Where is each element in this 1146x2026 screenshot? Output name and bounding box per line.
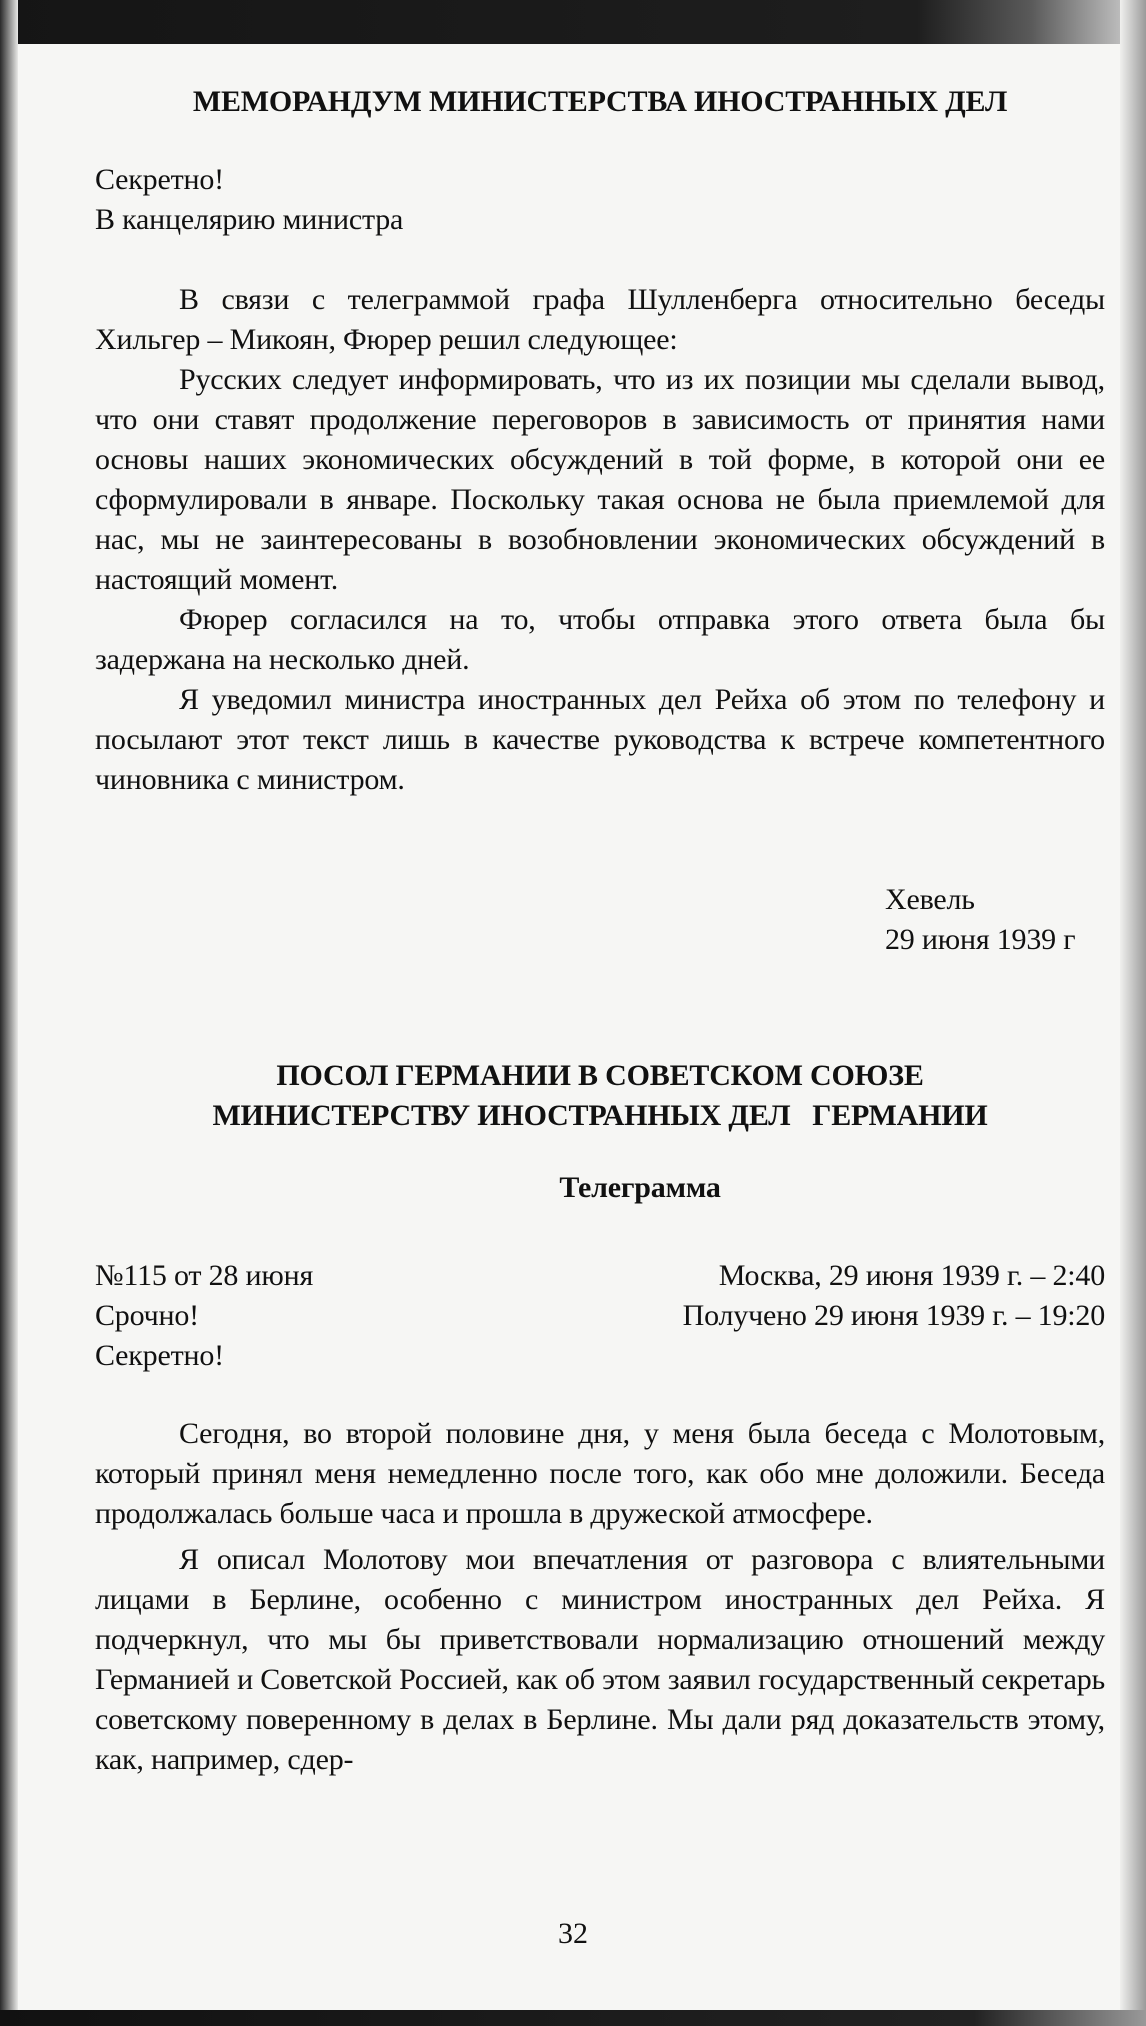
memo-signature: Хевель xyxy=(885,883,975,916)
telegram-doc-type: Телеграмма xyxy=(559,1171,721,1204)
scan-edge-left xyxy=(0,0,18,2026)
memo-paragraph: Русских следует информировать, что из их позиции мы сделали вывод, что они ставят продолжение переговоров в зависимость от принятия нами основы наших экономических обсуждений в той форме, в которой они ее сформулировали в январе. Поскольку такая основа не была приемлемой для нас, мы не заинтересованы в возобновлении экономических обсуждений в настоящий момент. xyxy=(95,363,1105,596)
telegram-paragraph: Сегодня, во второй половине дня, у меня была беседа с Молотовым, который принял меня немедленно после того, как обо мне доложили. Беседа продолжалась больше часа и прошла в дружеской атмосфере. xyxy=(95,1417,1105,1530)
telegram-sent: Москва, 29 июня 1939 г. – 2:40 xyxy=(718,1259,1105,1292)
telegram-urgency: Срочно! xyxy=(95,1299,199,1332)
telegram-number: №115 от 28 июня xyxy=(95,1259,314,1292)
scan-edge-bottom xyxy=(0,2010,1146,2026)
memo-paragraph: Я уведомил министра иностранных дел Рейха об этом по телефону и посылают этот текст лишь в качестве руководства к встрече компетентного чиновника с министром. xyxy=(95,683,1105,796)
telegram-paragraph: Я описал Молотову мои впечатления от разговора с влиятельными лицами в Берлине, особенно с министром иностранных дел Рейха. Я подчеркнул, что мы бы приветствовали нормализацию отношений между Германией и Советской Россией, как об этом заявил государственный секретарь советскому поверенному в делах в Берлине. Мы дали ряд доказательств этому, как, например, сдер- xyxy=(95,1543,1105,1776)
telegram-title-line2: МИНИСТЕРСТВУ ИНОСТРАННЫХ ДЕЛ ГЕРМАНИИ xyxy=(212,1099,988,1132)
telegram-header-row xyxy=(95,1256,1105,1296)
telegram-section xyxy=(95,1056,1105,1780)
memo-recipient: В канцелярию министра xyxy=(95,203,404,236)
memo-paragraph: В связи с телеграммой графа Шулленберга относительно беседы Хильгер – Микоян, Фюрер решил следующее: xyxy=(95,283,1105,356)
page-number: 32 xyxy=(558,1917,588,1950)
memorandum-section xyxy=(95,82,1105,960)
telegram-title-line1: ПОСОЛ ГЕРМАНИИ В СОВЕТСКОМ СОЮЗЕ xyxy=(276,1059,924,1092)
memo-paragraph: Фюрер согласился на то, чтобы отправка этого ответа была бы задержана на несколько дней. xyxy=(95,603,1105,676)
memo-date: 29 июня 1939 г xyxy=(885,923,1076,956)
scan-edge-top xyxy=(0,0,1146,44)
telegram-classification: Секретно! xyxy=(95,1339,224,1372)
page-content xyxy=(95,82,1105,1780)
telegram-header-row xyxy=(95,1296,1105,1336)
memo-classification: Секретно! xyxy=(95,163,224,196)
telegram-received: Получено 29 июня 1939 г. – 19:20 xyxy=(682,1299,1105,1332)
memo-title: МЕМОРАНДУМ МИНИСТЕРСТВА ИНОСТРАННЫХ ДЕЛ xyxy=(192,85,1008,118)
scan-edge-right xyxy=(1120,0,1146,2026)
